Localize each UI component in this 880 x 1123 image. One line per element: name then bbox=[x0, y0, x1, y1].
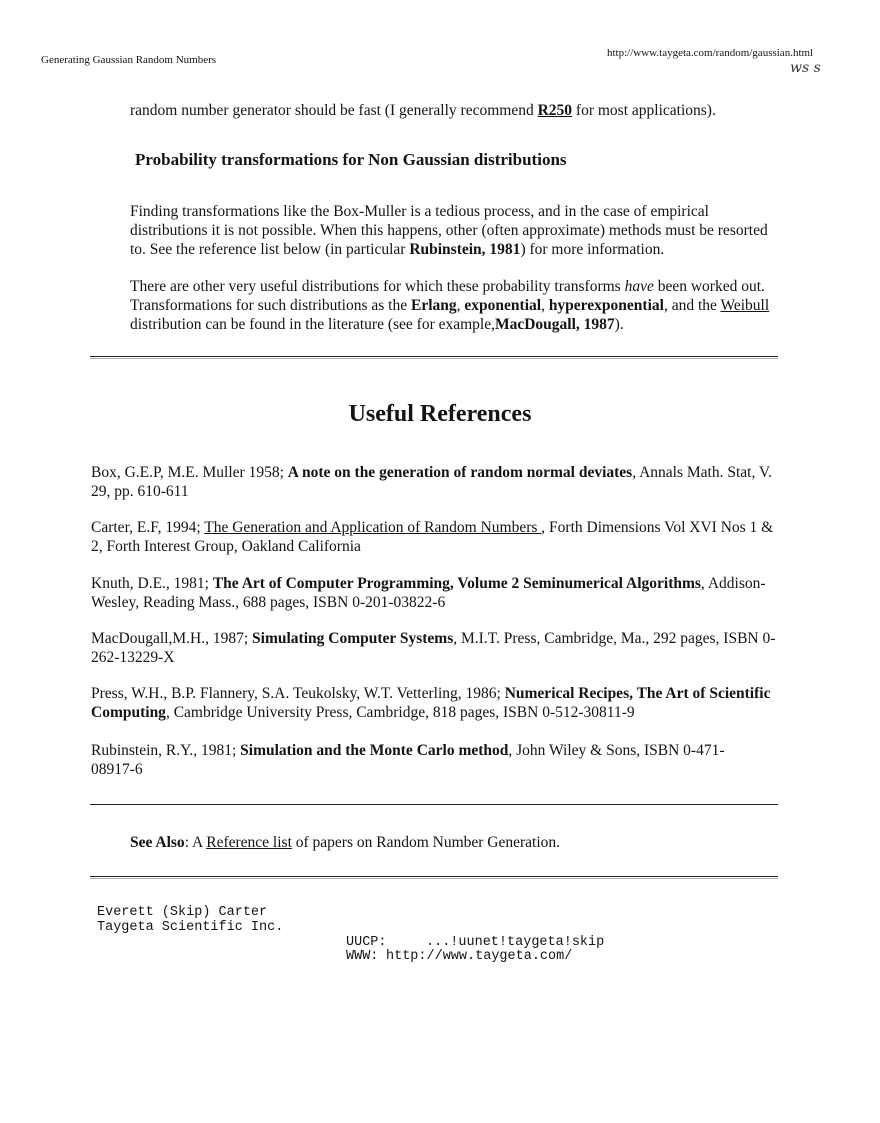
reference-item-carter: Carter, E.F, 1994; The Generation and Application of Random Numbers , Forth Dimensions Vol XVI Nos 1 & 2, Forth Interest Group, Oakland California bbox=[91, 519, 774, 555]
divider-3 bbox=[90, 876, 778, 879]
divider-1 bbox=[90, 356, 778, 359]
handwritten-mark: ws s bbox=[790, 60, 821, 76]
uucp-label: UUCP: bbox=[346, 935, 387, 950]
uucp-address: ...!uunet!taygeta!skip bbox=[426, 935, 605, 950]
see-also: See Also: A Reference list of papers on Random Number Generation. bbox=[130, 834, 561, 851]
paragraph-2: There are other very useful distributions for which these probability transforms have been worked out. Transformations for such distributions as the Erlang, exponential, hyperexponential, and the Weibull distribution can be found in the literature (see for example,MacDougall, 1987). bbox=[130, 278, 770, 333]
paragraph-1: Finding transformations like the Box-Muller is a tedious process, and in the case of empirical distributions it is not possible. When this happens, other (often approximate) methods must be resorted to. See the reference list below (in particular Rubinstein, 1981) for more information. bbox=[130, 203, 768, 258]
r250-link[interactable]: R250 bbox=[537, 102, 573, 119]
author-name: Everett (Skip) Carter bbox=[97, 905, 268, 920]
company-name: Taygeta Scientific Inc. bbox=[97, 920, 284, 935]
header-url[interactable]: http://www.taygeta.com/random/gaussian.html bbox=[607, 47, 814, 59]
section-heading: Probability transformations for Non Gaussian distributions bbox=[135, 150, 567, 169]
carter-link[interactable]: The Generation and Application of Random Numbers bbox=[204, 519, 542, 536]
www-label: WWW: bbox=[346, 949, 379, 964]
reference-item-macdougall: MacDougall,M.H., 1987; Simulating Computer Systems, M.I.T. Press, Cambridge, Ma., 292 pages, ISBN 0-262-13229-X bbox=[91, 630, 776, 666]
references-heading: Useful References bbox=[348, 401, 532, 427]
weibull-link[interactable]: Weibull bbox=[720, 297, 770, 314]
header-title: Generating Gaussian Random Numbers bbox=[41, 54, 217, 66]
reference-list-link[interactable]: Reference list bbox=[206, 834, 292, 851]
reference-item-box: Box, G.E.P, M.E. Muller 1958; A note on the generation of random normal deviates, Annals Math. Stat, V. 29, pp. 610-611 bbox=[91, 464, 773, 500]
reference-item-rubinstein: Rubinstein, R.Y., 1981; Simulation and the Monte Carlo method, John Wiley & Sons, ISBN 0-471-08917-6 bbox=[91, 742, 725, 778]
reference-item-knuth: Knuth, D.E., 1981; The Art of Computer Programming, Volume 2 Seminumerical Algorithms, Addison-Wesley, Reading Mass., 688 pages, ISBN 0-201-03822-6 bbox=[91, 575, 766, 611]
reference-item-press: Press, W.H., B.P. Flannery, S.A. Teukolsky, W.T. Vetterling, 1986; Numerical Recipes, The Art of Scientific Computing, Cambridge University Press, Cambridge, 818 pages, ISBN 0-512-30811-9 bbox=[91, 685, 771, 721]
www-link[interactable]: http://www.taygeta.com/ bbox=[386, 949, 573, 964]
intro-line: random number generator should be fast (I generally recommend R250 for most applications). bbox=[130, 102, 716, 119]
divider-2 bbox=[90, 804, 778, 805]
